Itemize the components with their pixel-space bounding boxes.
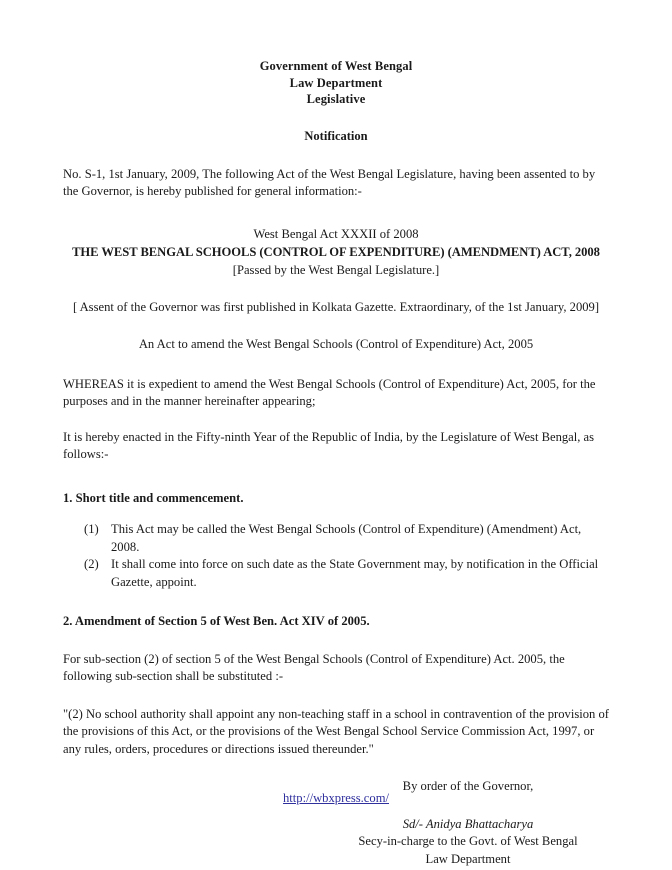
- whereas-paragraph: WHEREAS it is expedient to amend the West Bengal Schools (Control of Expenditure) Act, 2005, for the purposes and in the manner hereinafter appearing;: [63, 376, 596, 408]
- spacer: [63, 686, 609, 706]
- assent-note: [ Assent of the Governor was first published in Kolkata Gazette. Extraordinary, of the 1st January, 2009]: [72, 299, 600, 314]
- spacer: [63, 631, 609, 651]
- notification-heading: Notification: [304, 128, 368, 143]
- signatory-department: Law Department: [425, 851, 511, 866]
- spacer: [63, 354, 609, 376]
- masthead-line-government: Government of West Bengal: [259, 59, 413, 73]
- section-2-heading: 2. Amendment of Section 5 of West Ben. Act XIV of 2005.: [63, 614, 370, 628]
- masthead-line-department: Law Department: [289, 75, 383, 90]
- notification-paragraph: No. S-1, 1st January, 2009, The following Act of the West Bengal Legislature, having been assented to by the Governor, is hereby published for general information:-: [63, 166, 596, 198]
- act-number: West Bengal Act XXXII of 2008: [253, 226, 419, 241]
- act-identification-block: [63, 225, 609, 279]
- act-passed-by: [Passed by the West Bengal Legislature.]: [232, 262, 440, 277]
- enacting-paragraph: It is hereby enacted in the Fifty-ninth Year of the Republic of India, by the Legislature of West Bengal, as follows:-: [63, 429, 595, 461]
- spacer: [63, 464, 609, 490]
- signatory-designation: Secy-in-charge to the Govt. of West Bengal: [358, 834, 578, 848]
- section-2-quoted-subsection: "(2) No school authority shall appoint any non-teaching staff in a school in contravention of the provision of the provisions of this Act, or the provisions of the West Bengal School Service Commission Act, 1997, or any rules, orders, procedures or directions issued thereunder.": [63, 706, 609, 756]
- spacer: [63, 411, 609, 429]
- footer-source-link[interactable]: http://wbxpress.com/: [283, 791, 389, 805]
- section-1-heading: 1. Short title and commencement.: [63, 490, 244, 505]
- section-2-intro: For sub-section (2) of section 5 of the West Bengal Schools (Control of Expenditure) Act. 2005, the following sub-section shall be substituted :-: [63, 651, 565, 683]
- list-item-marker: (2): [84, 557, 99, 571]
- masthead-line-legislative: Legislative: [306, 92, 366, 106]
- top-spacer: [63, 0, 609, 58]
- spacer: [63, 591, 609, 613]
- long-title: An Act to amend the West Bengal Schools (Control of Expenditure) Act, 2005: [138, 337, 534, 351]
- list-item-text: It shall come into force on such date as the State Government may, by notification in the Official Gazette, appoint.: [111, 557, 599, 589]
- list-item: [84, 556, 609, 591]
- spacer: [63, 758, 609, 778]
- spacer: [63, 201, 609, 225]
- list-item-text: This Act may be called the West Bengal Schools (Control of Expenditure) (Amendment) Act, 2008.: [111, 522, 582, 554]
- act-title: THE WEST BENGAL SCHOOLS (CONTROL OF EXPENDITURE) (AMENDMENT) ACT, 2008: [72, 244, 600, 259]
- footer: [0, 789, 672, 807]
- by-order-line: By order of the Governor,: [402, 779, 534, 793]
- list-item-marker: (1): [84, 522, 99, 536]
- signed-name: Sd/- Anidya Bhattacharya: [402, 816, 534, 831]
- spacer: [63, 279, 609, 299]
- masthead: [63, 58, 609, 108]
- spacer: [63, 316, 609, 336]
- section-1-item-list: [63, 521, 609, 591]
- spacer: [63, 507, 609, 521]
- list-item: [84, 521, 609, 556]
- spacer: [63, 144, 609, 166]
